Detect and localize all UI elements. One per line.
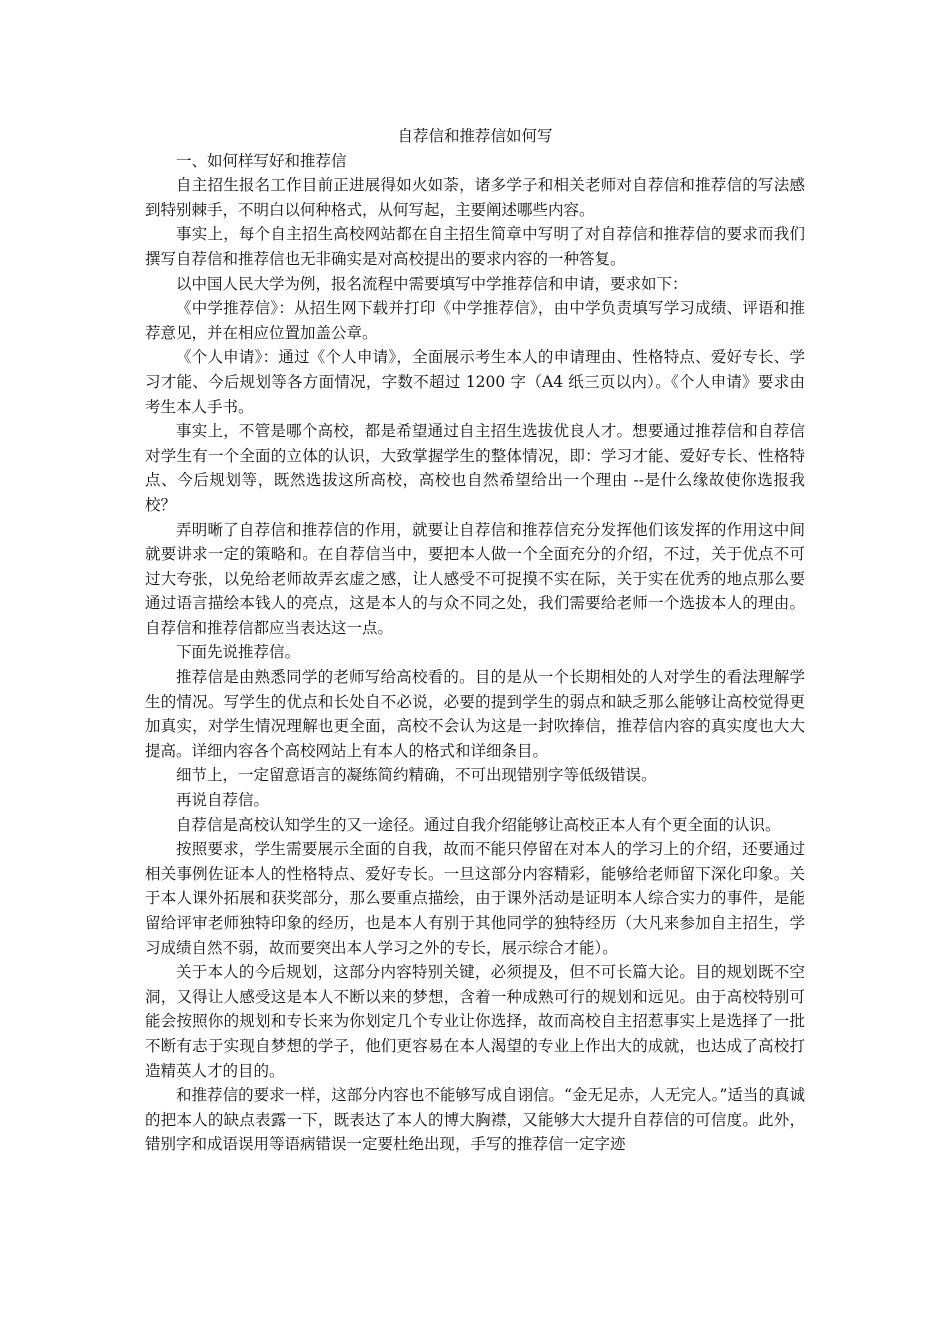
paragraph: 细节上，一定留意语言的凝练简约精确，不可出现错别字等低级错误。 [176,766,657,785]
paragraph: 弄明晰了自荐信和推荐信的作用，就要让自荐信和推荐信充分发挥他们该发挥的作用这中间就要讲求一定的策略和。在自荐信当中，要把本人做一个全面充分的介绍，不过，关于优点不可过大夸张，以免给老师故弄玄虚之感，让人感受不可捉摸不实在际，关于实在优秀的地点那么要通过语言描绘本钱人的亮点，这是本人的与众不同之处，我们需要给老师一个选拔本人的理由。自荐信和推荐信都应当表达这一点。 [145,520,805,637]
paragraph: 事实上，不管是哪个高校，都是希望通过自主招生选拔优良人才。想要通过推荐信和自荐信对学生有一个全面的立体的认识，大致掌握学生的整体情况，即：学习才能、爱好专长、性格特点、今后规划等，既然选拔这所高校，高校也自然希望给出一个理由 --是什么缘故使你选报我校？ [145,422,805,514]
section-heading: 一、如何样写好和推荐信 [176,151,347,170]
paragraph: 和推荐信的要求一样，这部分内容也不能够写成自诩信。“金无足赤，人无完人。”适当的真诚的把本人的缺点表露一下，既表达了本人的博大胸襟，又能够大大提升自荐信的可信度。此外，错别字和成语误用等语病错误一定要杜绝出现，手写的推荐信一定字迹 [145,1086,805,1154]
paragraph: 事实上，每个自主招生高校网站都在自主招生简章中写明了对自荐信和推荐信的要求而我们撰写自荐信和推荐信也无非确实是对高校提出的要求内容的一种答复。 [145,225,805,268]
paragraph: 按照要求，学生需要展示全面的自我，故而不能只停留在对本人的学习上的介绍，还要通过相关事例佐证本人的性格特点、爱好专长。一旦这部分内容精彩，能够给老师留下深化印象。关于本人课外拓展和获奖部分，那么要重点描绘，由于课外活动是证明本人综合实力的事件，是能留给评审老师独特印象的经历，也是本人有别于其他同学的独特经历（大凡来参加自主招生，学习成绩自然不弱，故而要突出本人学习之外的专长，展示综合才能）。 [145,840,805,957]
paragraph: 自主招生报名工作目前正进展得如火如荼，诸多学子和相关老师对自荐信和推荐信的写法感到特别棘手，不明白以何种格式，从何写起，主要阐述哪些内容。 [145,176,805,219]
paragraph: 以中国人民大学为例，报名流程中需要填写中学推荐信和申请，要求如下： [176,274,688,293]
document-title: 自荐信和推荐信如何写 [397,127,553,145]
paragraph: 关于本人的今后规划，这部分内容特别关键，必须提及，但不可长篇大论。目的规划既不空洞，又得让人感受这是本人不断以来的梦想，含着一种成熟可行的规划和远见。由于高校特别可能会按照你的规划和专长来为你划定几个专业让你选择，故而高校自主招惹事实上是选择了一批不断有志于实现自梦想的学子，他们更容易在本人渴望的专业上作出大的成就，也达成了高校打造精英人才的目的。 [145,963,805,1080]
paragraph: 自荐信是高校认知学生的又一途径。通过自我介绍能够让高校正本人有个更全面的认识。 [176,815,781,834]
paragraph: 《中学推荐信》：从招生网下载并打印《中学推荐信》，由中学负责填写学习成绩、评语和推荐意见，并在相应位置加盖公章。 [145,299,805,342]
paragraph: 推荐信是由熟悉同学的老师写给高校看的。目的是从一个长期相处的人对学生的看法理解学生的情况。写学生的优点和长处自不必说，必要的提到学生的弱点和缺乏那么能够让高校觉得更加真实，对学生情况理解也更全面，高校不会认为这是一封吹捧信，推荐信内容的真实度也大大提高。详细内容各个高校网站上有本人的格式和详细条目。 [145,668,805,760]
paragraph: 下面先说推荐信。 [176,643,301,662]
paragraph: 《个人申请》：通过《个人申请》，全面展示考生本人的申请理由、性格特点、爱好专长、学习才能、今后规划等各方面情况，字数不超过 1200 字（A4 纸三页以内）。《个人申请》要求由考生本人手书。 [145,348,805,416]
paragraph: 再说自荐信。 [176,791,270,810]
document-body [145,124,805,1157]
